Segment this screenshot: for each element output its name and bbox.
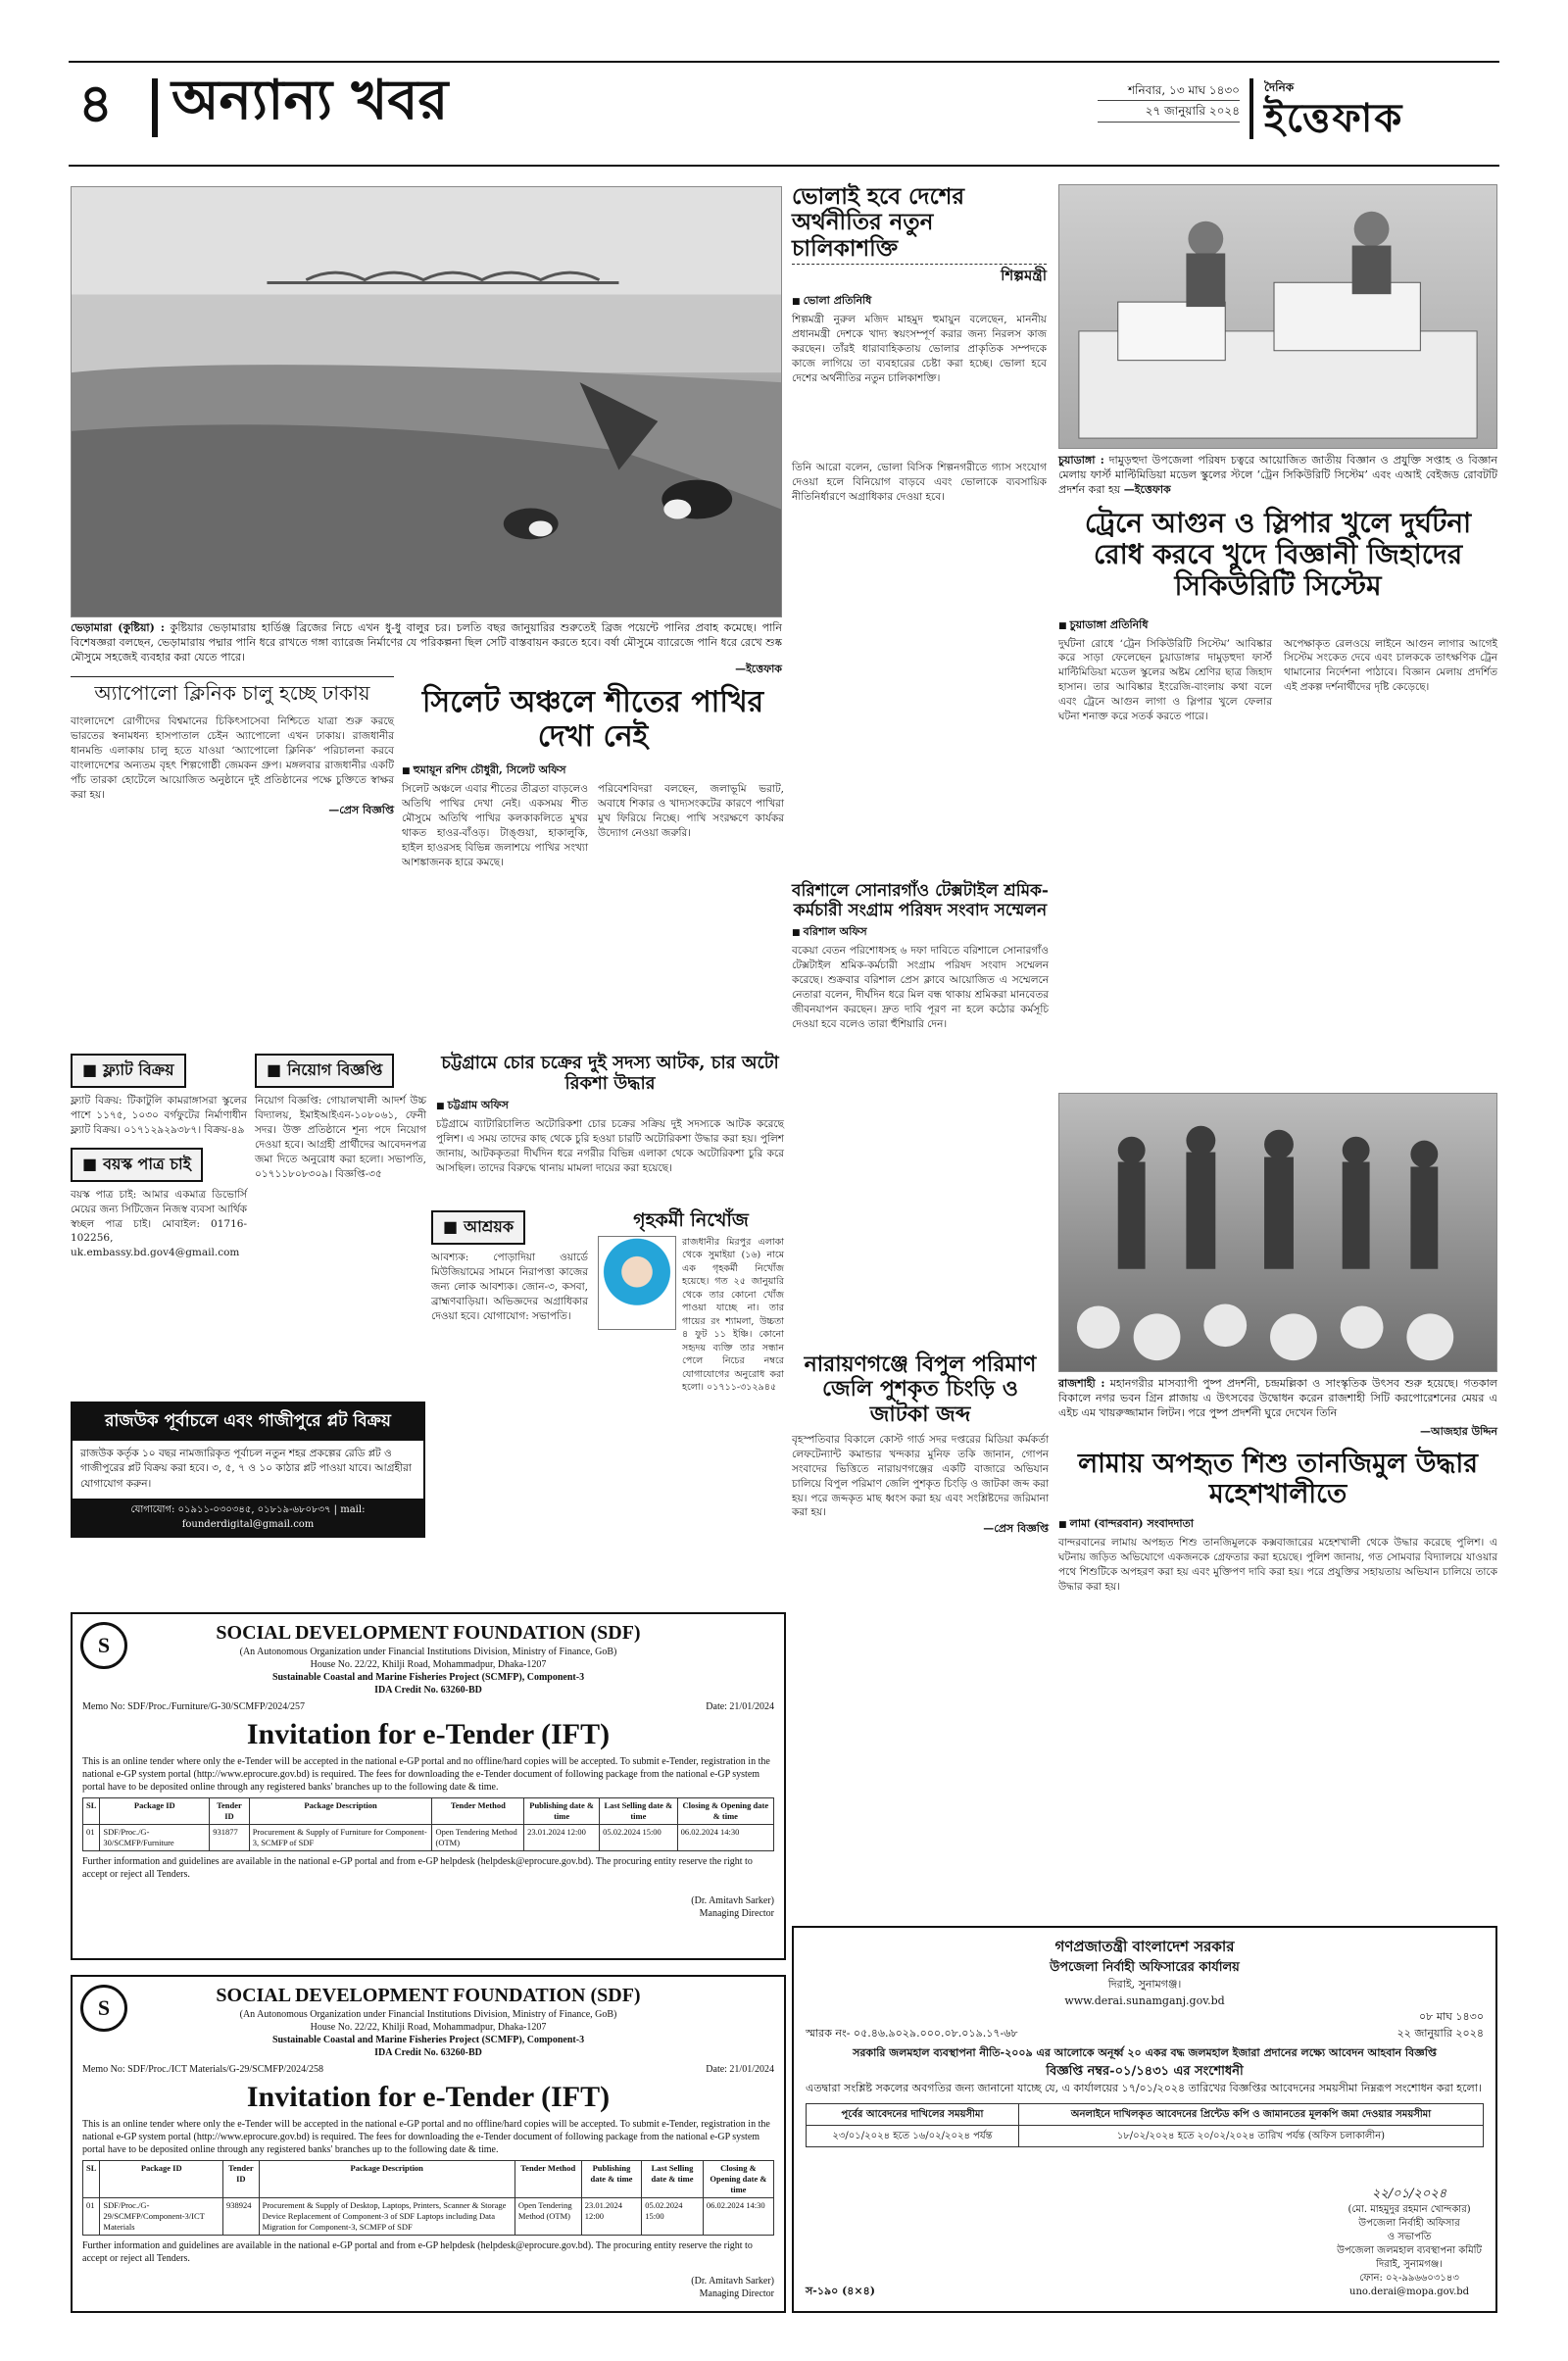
- page-number: ৪: [78, 72, 114, 134]
- tender-intro: This is an online tender where only the e-Tender will be accepted in the national e-GP portal and no offline/hard copies will be accepted. To submit e-Tender, registration in the national e-GP system portal (http://www.eprocure.gov.bd) is required. The fees for downloading the e-Tender document of following package from the national e-GP system portal have to be deposited online through any registered banks' branches up to the following date & time.: [82, 1756, 770, 1793]
- article-body: বকেয়া বেতন পরিশোধসহ ৬ দফা দাবিতে বরিশালে সোনারগাঁও টেক্সটাইল শ্রমিক-কর্মচারী সংগ্রাম পরিষদ সংবাদ সম্মেলন করেছে। শুক্রবার বরিশাল প্রেস ক্লাবে আয়োজিত এ সম্মেলনে নেতারা বলেন, দীর্ঘদিন ধরে মিল বন্ধ থাকায় শ্রমিকরা মানবেতর জীবনযাপন করছেন। দ্রুত দাবি পূরণ না হলে কঠোর কর্মসূচি দেওয়া হবে বলেও তারা হুঁশিয়ারি দেন।: [792, 945, 1049, 1030]
- tender-org: SOCIAL DEVELOPMENT FOUNDATION (SDF): [216, 1985, 641, 2006]
- td: ২৩/০১/২০২৪ হতে ১৬/০২/২০২৪ পর্যন্ত: [807, 2125, 1019, 2146]
- gov-memo: স্মারক নং- ০৫.৪৬.৯০২৯.০০০.০৮.০১৯.১৭-৬৮: [806, 2026, 1018, 2040]
- groom-wanted-text: বয়স্ক পাত্র চাই: আমার একমাত্র ডিভোর্সি মেয়ের জন্য সিটিজেন নিজস্ব ব্যবসা আর্থিক স্বচ্ছল পাত্র চাই। মোবাইল: 01716-102256, uk.embassy.bd.gov4@gmail.com: [71, 1188, 247, 1259]
- classified-flat: [71, 1054, 247, 1260]
- tender-line: House No. 22/22, Khilji Road, Mohammadpur, Dhaka-1207: [310, 2022, 547, 2033]
- article-columns: [1058, 637, 1497, 724]
- gov-subject: সরকারি জলমহাল ব্যবস্থাপনা নীতি-২০০৯ এর আলোকে অনূর্ধ্ব ২০ একর বদ্ধ জলমহাল ইজারা প্রদানের লক্ষ্যে আবেদন আহবান বিজ্ঞপ্তি: [853, 2046, 1437, 2059]
- header-bottom-rule: [69, 165, 1499, 167]
- gov-notice: [792, 1926, 1497, 2313]
- tender-line: Sustainable Coastal and Marine Fisheries Project (SCMFP), Component-3: [271, 2035, 585, 2045]
- header-top-rule: [69, 61, 1499, 63]
- sdf-logo: S: [80, 1622, 127, 1669]
- date-english: ২৭ জানুয়ারি ২০২৪: [1098, 101, 1240, 122]
- td: 938924: [223, 2198, 260, 2236]
- article-body: দুর্ঘটনা রোধে ‘ট্রেন সিকিউরিটি সিস্টেম’ আবিষ্কার করে সাড়া ফেলেছেন চুয়াডাঙ্গার দামুড়হুদা ফার্স্ট মাল্টিমিডিয়া মডেল স্কুলের অষ্টম শ্রেণির ছাত্র জিহাদ হাসান। তার আবিষ্কার ইংরেজি-বাংলায় কথা বলে এবং ট্রেনে আগুন লাগা ও স্লিপার খুলে ফেলার ঘটনা শনাক্ত করে সতর্ক করতে পারে।: [1058, 637, 1272, 723]
- tender-line: IDA Credit No. 63260-BD: [374, 2047, 482, 2058]
- table-row: [83, 1825, 774, 1851]
- article-sylhet: [402, 686, 784, 869]
- flat-sale-text: ফ্ল্যাট বিক্রয়: টিকাটুলি কামরাঙ্গাসরা স্কুলের পাশে ১১৭৫, ১০৩০ বর্গফুটের নির্মাণাধীন ফ্ল্যাট বিক্রয়। ০১৭১২৯২৯৩৮৭। বিক্রয়-৪৯: [71, 1095, 247, 1136]
- gov-table-header: [807, 2103, 1484, 2125]
- tender-table: [82, 1797, 774, 1851]
- tender-org: SOCIAL DEVELOPMENT FOUNDATION (SDF): [216, 1622, 641, 1644]
- th: Closing & Opening date & time: [677, 1798, 773, 1825]
- sign-phone: ফোন: ০২-৯৯৬৬০৩১৪৩: [1359, 2273, 1459, 2284]
- th: Package ID: [100, 2161, 223, 2198]
- tender-footer: Further information and guidelines are available in the national e-GP portal and from e-GP helpdesk (helpdesk@eprocure.gov.bd). The procuring entity reserve the right to accept or reject all Tenders.: [82, 1856, 753, 1881]
- th: Tender ID: [210, 1798, 250, 1825]
- sign-place: দিরাই, সুনামগঞ্জ।: [1376, 2259, 1443, 2270]
- flower-fest-caption: [1058, 1377, 1497, 1421]
- td: 05.02.2024 15:00: [642, 2198, 704, 2236]
- gov-table: [806, 2103, 1484, 2147]
- gov-sign: [1337, 2186, 1482, 2299]
- byline: ■ বরিশাল অফিস: [792, 923, 1049, 942]
- tender-line: (An Autonomous Organization under Financial Institutions Division, Ministry of Finance, GoB): [239, 2009, 617, 2020]
- masthead-logo: [1264, 76, 1494, 141]
- sign-title: উপজেলা নির্বাহী অফিসার: [1358, 2218, 1460, 2229]
- td: SDF/Proc./G-29/SCMFP/Component-3/ICT Materials: [100, 2198, 223, 2236]
- td: 05.02.2024 15:00: [600, 1825, 678, 1851]
- td: Procurement & Supply of Furniture for Component-3, SCMFP of SDF: [249, 1825, 432, 1851]
- td: ১৮/০২/২০২৪ হতে ২০/০২/২০২৪ তারিখ পর্যন্ত (অফিস চলাকালীন): [1018, 2125, 1483, 2146]
- ad-contact: যোগাযোগ: ০১৯১১-০৩০৩৪৫, ০১৮১৯-৬৮০৮৩৭ | mail: founderdigital@gmail.com: [73, 1499, 423, 1536]
- shelter-text: আবশ্যক: পোড়াদিয়া ওয়ার্ডে মিউজিয়ামের সামনে নিরাপত্তা কাজের জন্য লোক আবশ্যক। জোন-৩, কসবা, ব্রাহ্মণবাড়িয়া। অভিজ্ঞদের অগ্রাধিকার দেওয়া হবে। যোগাযোগ: সভাপতি।: [431, 1252, 588, 1322]
- headline: অ্যাপোলো ক্লিনিক চালু হচ্ছে ঢাকায়: [94, 681, 370, 705]
- byline: ■ চুয়াডাঙ্গা প্রতিনিধি: [1058, 616, 1497, 635]
- th: Package Description: [259, 2161, 514, 2198]
- tender-date: Date: 21/01/2024: [706, 1701, 774, 1712]
- headline: গৃহকর্মী নিখোঁজ: [633, 1209, 749, 1231]
- photo-credit: —আজহার উদ্দিন: [1420, 1425, 1497, 1438]
- river-photo-graphic: [72, 187, 781, 616]
- tender-sign: [82, 2275, 774, 2300]
- sign-title: উপজেলা জলমহাল ব্যবস্থাপনা কমিটি: [1337, 2245, 1482, 2256]
- article-body: অপেক্ষাকৃত রেলওয়ে লাইনে আগুন লাগার আগেই সিস্টেম সংকেত দেবে এবং চালককে তাৎক্ষণিক ট্রেন থামানোর নির্দেশনা পাঠাবে। বিজ্ঞান মেলায় প্রদর্শিত এই প্রকল্প দর্শনার্থীদের দৃষ্টি কেড়েছে।: [1284, 637, 1497, 694]
- classified-shelter: [431, 1210, 588, 1324]
- sign-name: (Dr. Amitavh Sarker): [691, 1895, 774, 1907]
- th: Tender ID: [223, 2161, 260, 2198]
- th: SL: [83, 1798, 100, 1825]
- th: অনলাইনে দাখিলকৃত আবেদনের প্রিন্টেড কপি ও জামানতের মূলকপি জমা দেওয়ার সময়সীমা: [1018, 2103, 1483, 2125]
- td: 01: [83, 1825, 100, 1851]
- sign-name: (মো. মাহমুদুর রহমান খোন্দকার): [1348, 2204, 1471, 2215]
- gov-place: দিরাই, সুনামগঞ্জ।: [1107, 1978, 1182, 1991]
- masthead-sub: দৈনিক: [1264, 80, 1295, 94]
- shelter-tag: ■ আশ্রয়ক: [431, 1210, 525, 1245]
- header-separator: [152, 78, 158, 137]
- th: Package ID: [100, 1798, 210, 1825]
- article-bholai-cont: [792, 461, 1047, 505]
- td: Open Tendering Method (OTM): [514, 2198, 581, 2236]
- ad-body: রাজউক কর্তৃক ১০ বছর নামজারিকৃত পূর্বাচল নতুন শহর প্রকল্পের রেডি প্লট ও গাজীপুরের প্লট বিক্রয় করা হবে। ৩, ৫, ৭ ও ১০ কাঠার প্লট পাওয়া যাবে। আগ্রহীরা যোগাযোগ করুন।: [80, 1447, 412, 1490]
- td: 23.01.2024 12:00: [581, 2198, 642, 2236]
- td: 06.02.2024 14:30: [703, 2198, 773, 2236]
- th: Tender Method: [432, 1798, 524, 1825]
- tender-memo-row: [82, 2063, 774, 2076]
- tender-line: House No. 22/22, Khilji Road, Mohammadpur, Dhaka-1207: [310, 1659, 547, 1670]
- press-credit: —প্রেস বিজ্ঞপ্তি: [983, 1522, 1049, 1536]
- byline: ■ হুমায়ূন রশিদ চৌধুরী, সিলেট অফিস: [402, 762, 784, 780]
- article-body: চট্টগ্রামে ব্যাটারিচালিত অটোরিকশা চোর চক্রের সক্রিয় দুই সদস্যকে আটক করেছে পুলিশ। এ সময় তাদের কাছ থেকে চুরি হওয়া চারটি অটোরিকশা উদ্ধার করা হয়। পুলিশ জানায়, আটককৃতরা দীর্ঘদিন ধরে নগরীর বিভিন্ন এলাকা থেকে অটোরিকশা চুরি করে আসছিল। তাদের বিরুদ্ধে থানায় মামলা দায়ের করা হয়েছে।: [436, 1118, 784, 1175]
- caption-place: চুয়াডাঙ্গা :: [1058, 454, 1104, 467]
- article-body: বান্দরবানের লামায় অপহৃত শিশু তানজিমুলকে কক্সবাজারের মহেশখালী থেকে উদ্ধার করেছে পুলিশ। এ ঘটনায় জড়িত অভিযোগে একজনকে গ্রেফতার করা হয়েছে। পুলিশ জানায়, গত সোমবার বিদ্যালয়ে যাওয়ার পথে শিশুটিকে অপহরণ করা হয় এবং মুক্তিপণ দাবি করা হয়। পরে প্রযুক্তির সহায়তায় অভিযান চালিয়ে তাকে উদ্ধার করা হয়।: [1058, 1537, 1497, 1593]
- headline: সিলেট অঞ্চলে শীতের পাখির দেখা নেই: [421, 685, 764, 754]
- section-title: অন্যান্য খবর: [172, 68, 449, 132]
- tender-table-header: [83, 2161, 774, 2198]
- gov-body: এতদ্বারা সংশ্লিষ্ট সকলের অবগতির জন্য জানানো যাচ্ছে যে, এ কার্যালয়ের ১৭/০১/২০২৪ তারিখের বিজ্ঞপ্তির আবেদনের সময়সীমা নিম্নরূপ সংশোধন করা হলো।: [806, 2082, 1482, 2094]
- sign-title: Managing Director: [699, 2288, 774, 2300]
- masthead-title: ইত্তেফাক: [1264, 95, 1404, 141]
- groom-wanted-tag: ■ বয়স্ক পাত্র চাই: [71, 1148, 203, 1182]
- sign-email: uno.derai@mopa.gov.bd: [1349, 2287, 1470, 2297]
- article-lama: [1058, 1449, 1497, 1595]
- tender-line: IDA Credit No. 63260-BD: [374, 1685, 482, 1696]
- sign-title: ও সভাপতি: [1387, 2232, 1432, 2242]
- table-row: [807, 2125, 1484, 2146]
- article-body: শিল্পমন্ত্রী নুরুল মজিদ মাহমুদ হুমায়ুন বলেছেন, মাননীয় প্রধানমন্ত্রী দেশকে খাদ্য স্বয়ংসম্পূর্ণ করার জন্য নিরলস কাজ করছেন। তাঁরই ধারাবাহিকতায় ভোলার প্রাকৃতিক সম্পদকে কাজে লাগিয়ে তা ব্যবহারের চেষ্টা করা হচ্ছে। ভোলা হবে দেশের অর্থনীতির নতুন চালিকাশক্তি।: [792, 314, 1047, 384]
- science-fair-photo: [1058, 184, 1497, 449]
- gov-date-bangla: ০৮ মাঘ ১৪৩০: [1419, 2010, 1484, 2023]
- th: Closing & Opening date & time: [703, 2161, 773, 2198]
- tender-title: Invitation for e-Tender (IFT): [246, 2081, 611, 2113]
- headline: নারায়ণগঞ্জে বিপুল পরিমাণ জেলি পুশকৃত চিংড়ি ও জাটকা জব্দ: [804, 1352, 1037, 1427]
- article-body: বৃহস্পতিবার বিকালে কোস্ট গার্ড সদর দপ্তরের মিডিয়া কর্মকর্তা লেফটেন্যান্ট কমান্ডার খন্দকার মুনিফ তকি জানান, গোপন সংবাদের ভিত্তিতে নারায়ণগঞ্জের একটি বাজারে অভিযান চালিয়ে বিপুল পরিমাণ জেলি পুশকৃত চিংড়ি ও জাটকা জব্দ করা হয়। পরে জব্দকৃত মাছ ধ্বংস করা হয় এবং সংশ্লিষ্টদের জরিমানা করা হয়।: [792, 1433, 1049, 1519]
- caption-place: ভেড়ামারা (কুষ্টিয়া) :: [71, 621, 165, 634]
- subheadline: শিল্পমন্ত্রী: [792, 264, 1047, 289]
- caption-place: রাজশাহী :: [1058, 1377, 1105, 1390]
- flower-fest-photo: [1058, 1093, 1497, 1372]
- caption-text: মহানগরীর মাসব্যাপী পুষ্প প্রদর্শনী, চন্দ্রমল্লিকা ও সাংস্কৃতিক উৎসব শুরু হয়েছে। গতকাল বিকালে নগর ভবন গ্রিন প্লাজায় এ উৎসবের উদ্বোধন করেন রাজশাহী সিটি করপোরেশনের মেয়র এ এইচ এম খায়রুজ্জামান লিটন। পরে পুষ্প প্রদর্শনী ঘুরে দেখেন তিনি: [1058, 1377, 1497, 1419]
- gov-ref: স-১৯০ (৪×৪): [806, 2284, 875, 2297]
- gov-dates: [1397, 2009, 1484, 2041]
- th: Package Description: [249, 1798, 432, 1825]
- article-bholai: [792, 184, 1047, 386]
- th: Last Selling date & time: [642, 2161, 704, 2198]
- gov-notice-no: বিজ্ঞপ্তি নম্বর-০১/১৪৩১ এর সংশোধনী: [1046, 2063, 1244, 2079]
- tender-notice-furniture: [71, 1612, 786, 1960]
- caption-text: দামুড়হুদা উপজেলা পরিষদ চত্বরে আয়োজিত জাতীয় বিজ্ঞান ও প্রযুক্তি সপ্তাহ ও বিজ্ঞান মেলায় ফার্স্ট মাল্টিমিডিয়া মডেল স্কুলের স্টলে ‘ট্রেন সিকিউরিটি সিস্টেম’ এবং এআই বেইজড রোবটটি প্রদর্শন করা হয়: [1058, 454, 1497, 496]
- date-bangla: শনিবার, ১৩ মাঘ ১৪৩০: [1098, 80, 1240, 101]
- tender-notice-ict: [71, 1975, 786, 2313]
- date-box: [1098, 80, 1240, 123]
- missing-notice: [598, 1210, 784, 1395]
- gov-office: উপজেলা নির্বাহী অফিসারের কার্যালয়: [1050, 1959, 1240, 1975]
- river-photo-caption: [71, 621, 782, 665]
- td: Procurement & Supply of Desktop, Laptops, Printers, Scanner & Storage Device Replacement of Component-3 of SDF Laptops including Data Migration for Component-3, SCMFP of SDF: [259, 2198, 514, 2236]
- tender-line: Sustainable Coastal and Marine Fisheries Project (SCMFP), Component-3: [271, 1672, 585, 1683]
- th: পূর্বের আবেদনের দাখিলের সময়সীমা: [807, 2103, 1019, 2125]
- sign-date: ২২/০১/২০২৪: [1371, 2186, 1447, 2201]
- article-body: তিনি আরো বলেন, ভোলা বিসিক শিল্পনগরীতে গ্যাস সংযোগ দেওয়া হলে বিনিয়োগ বাড়বে এবং ভোলাকে ব্যবসায়িক নীতিনির্ধারণে অগ্রাধিকার দেওয়া হবে।: [792, 462, 1047, 503]
- td: 06.02.2024 14:30: [677, 1825, 773, 1851]
- article-train: [1058, 508, 1497, 724]
- job-notice-text: নিয়োগ বিজ্ঞপ্তি: গোয়ালখালী আদর্শ উচ্চ বিদ্যালয়, ইমাইআইএন-১০৮০৬১, ফেনী সদর। উক্ত প্রতিষ্ঠানে শূন্য পদে নিয়োগ দেওয়া হবে। আগ্রহী প্রার্থীদের আবেদনপত্র জমা দিতে অনুরোধ করা হলো। সভাপতি, ০১৭১১৮০৮৩০৯। বিজ্ঞপ্তি-৩৫: [255, 1095, 426, 1180]
- article-chittagong: [436, 1054, 784, 1176]
- sign-title: Managing Director: [699, 1908, 774, 1920]
- gov-title: গণপ্রজাতন্ত্রী বাংলাদেশ সরকার: [1054, 1938, 1235, 1955]
- th: SL: [83, 2161, 100, 2198]
- th: Publishing date & time: [524, 1798, 600, 1825]
- press-credit: —প্রেস বিজ্ঞপ্তি: [328, 804, 394, 817]
- byline: ■ চট্টগ্রাম অফিস: [436, 1097, 784, 1115]
- tender-date: Date: 21/01/2024: [706, 2064, 774, 2075]
- article-body: বাংলাদেশে রোগীদের বিশ্বমানের চিকিৎসাসেবা নিশ্চিতে যাত্রা শুরু করছে ভারতের স্বনামধন্য হাসপাতাল চেইন অ্যাপোলো এখন ঢাকায়। রাজধানীর ধানমন্ডি এলাকায় চালু হতে যাওয়া ‘অ্যাপোলো ক্লিনিক’ পরিচালনা করবে বাংলাদেশের অন্যতম বৃহৎ শিল্পগোষ্ঠী জেমকন গ্রুপ। মঙ্গলবার রাজধানীর একটি পাঁচ তারকা হোটেলে আয়োজিত অনুষ্ঠানে দুই প্রতিষ্ঠানের পক্ষে চুক্তিতে স্বাক্ষর করা হয়।: [71, 715, 394, 801]
- td: SDF/Proc./G-30/SCMFP/Furniture: [100, 1825, 210, 1851]
- headline: লামায় অপহৃত শিশু তানজিমুল উদ্ধার মহেশখালীতে: [1077, 1449, 1479, 1510]
- science-fair-caption: [1058, 454, 1497, 498]
- article-apollo: [71, 682, 394, 820]
- td: 01: [83, 2198, 100, 2236]
- td: 931877: [210, 1825, 250, 1851]
- missing-text: রাজধানীর মিরপুর এলাকা থেকে সুমাইয়া (১৬) নামে এক গৃহকর্মী নিখোঁজ হয়েছে। গত ২৫ জানুয়ারি থেকে তার কোনো খোঁজ পাওয়া যাচ্ছে না। তার গায়ের রং শ্যামলা, উচ্চতা ৪ ফুট ১১ ইঞ্চি। কোনো সহৃদয় ব্যক্তি তার সন্ধান পেলে নিচের নম্বরে যোগাযোগের অনুরোধ করা হলো। ০১৭১১-৩১২৯৪৫: [682, 1236, 784, 1394]
- science-fair-graphic: [1059, 185, 1496, 448]
- job-notice-tag: ■ নিয়োগ বিজ্ঞপ্তি: [255, 1054, 394, 1088]
- tender-footer: Further information and guidelines are available in the national e-GP portal and from e-GP helpdesk (helpdesk@eprocure.gov.bd). The procuring entity reserve the right to accept or reject all Tenders.: [82, 2240, 753, 2265]
- rule: [71, 676, 394, 677]
- article-body: পরিবেশবিদরা বলছেন, জলাভূমি ভরাট, অবাধে শিকার ও খাদ্যসংকটের কারণে পাখিরা মুখ ফিরিয়ে নিচ্ছে। পাখি সংরক্ষণে কার্যকর উদ্যোগ নেওয়া জরুরি।: [598, 783, 784, 839]
- headline: চট্টগ্রামে চোর চক্রের দুই সদস্য আটক, চার অটো রিকশা উদ্ধার: [441, 1053, 779, 1094]
- tender-line: (An Autonomous Organization under Financial Institutions Division, Ministry of Finance, GoB): [239, 1647, 617, 1657]
- tender-sign: [82, 1894, 774, 1920]
- missing-content: [598, 1236, 784, 1395]
- caption-text: কুষ্টিয়ার ভেড়ামারায় হার্ডিঞ্জ ব্রিজের নিচে এখন ধু-ধু বালুর চর। চলতি বছর জানুয়ারির শুরুতেই ব্রিজ পয়েন্টে পানির প্রবাহ কমেছে। পানি বিশেষজ্ঞরা বলছেন, ভেড়ামারায় পদ্মার পানি ধরে রাখতে গঙ্গা ব্যারেজ নির্মাণের যে পরিকল্পনা ছিল সেটি বাস্তবায়ন করতে হবে। বর্ষা মৌসুমে ব্যারেজে পানি ধরে রেখে শুষ্ক মৌসুমে সহজেই ব্যবহার করা যেতে পারে।: [71, 621, 783, 664]
- article-body: সিলেট অঞ্চলে এবার শীতের তীব্রতা বাড়লেও অতিথি পাখির দেখা নেই। একসময় শীত মৌসুমে অতিথি পাখির কলকাকলিতে মুখর থাকত হাওর-বাঁওড়। টাঙ্গুয়া, হাকালুকি, হাইল হাওরসহ বিভিন্ন জলাশয়ে পাখির সংখ্যা আশঙ্কাজনক হারে কমছে।: [402, 783, 588, 868]
- ad-title: রাজউক পূর্বাচলে এবং গাজীপুরে প্লট বিক্রয়: [73, 1403, 423, 1441]
- table-row: [83, 2198, 774, 2236]
- sign-name: (Dr. Amitavh Sarker): [691, 2276, 774, 2287]
- gov-date-english: ২২ জানুয়ারি ২০২৪: [1396, 2026, 1484, 2040]
- th: Last Selling date & time: [600, 1798, 678, 1825]
- tender-table-header: [83, 1798, 774, 1825]
- headline: ভোলাই হবে দেশের অর্থনীতির নতুন চালিকাশক্তি: [792, 183, 964, 262]
- headline: ট্রেনে আগুন ও স্লিপার খুলে দুর্ঘটনা রোধ করবে খুদে বিজ্ঞানী জিহাদের সিকিউরিটি সিস্টেম: [1084, 507, 1472, 603]
- th: Publishing date & time: [581, 2161, 642, 2198]
- masthead-separator: [1250, 78, 1253, 139]
- gov-memo-row: [806, 2009, 1484, 2041]
- gov-web: www.derai.sunamganj.gov.bd: [1064, 1993, 1225, 2007]
- photo-credit: —ইত্তেফাক: [1123, 482, 1171, 496]
- rajuk-plot-ad: [71, 1402, 425, 1538]
- flat-sale-tag: ■ ফ্ল্যাট বিক্রয়: [71, 1054, 186, 1088]
- tender-intro: This is an online tender where only the e-Tender will be accepted in the national e-GP portal and no offline/hard copies will be accepted. To submit e-Tender, registration in the national e-GP system portal (http://www.eprocure.gov.bd) is required. The fees for downloading the e-Tender document of following package from the national e-GP system portal have to be deposited online through any registered banks' branches up to the following date & time.: [82, 2119, 770, 2155]
- th: Tender Method: [514, 2161, 581, 2198]
- byline: ■ ভোলা প্রতিনিধি: [792, 292, 1047, 311]
- missing-person-photo: [598, 1236, 676, 1330]
- byline: ■ লামা (বান্দরবান) সংবাদদাতা: [1058, 1515, 1497, 1534]
- classified-job: [255, 1054, 426, 1181]
- td: Open Tendering Method (OTM): [432, 1825, 524, 1851]
- tender-title: Invitation for e-Tender (IFT): [246, 1718, 611, 1750]
- tender-memo: Memo No: SDF/Proc./ICT Materials/G-29/SCMFP/2024/258: [82, 2064, 323, 2075]
- tender-memo: Memo No: SDF/Proc./Furniture/G-30/SCMFP/2024/257: [82, 1701, 305, 1712]
- article-narayanganj: [792, 1353, 1049, 1539]
- flower-fest-graphic: [1059, 1094, 1496, 1371]
- photo-credit: —ইত্তেফাক: [735, 663, 782, 675]
- td: 23.01.2024 12:00: [524, 1825, 600, 1851]
- article-columns: [402, 782, 784, 869]
- article-barishal: [792, 882, 1049, 1032]
- tender-table: [82, 2160, 774, 2236]
- headline: বরিশালে সোনারগাঁও টেক্সটাইল শ্রমিক-কর্মচারী সংগ্রাম পরিষদ সংবাদ সম্মেলন: [792, 881, 1049, 920]
- river-photo: [71, 186, 782, 617]
- sdf-logo: S: [80, 1985, 127, 2032]
- tender-memo-row: [82, 1700, 774, 1713]
